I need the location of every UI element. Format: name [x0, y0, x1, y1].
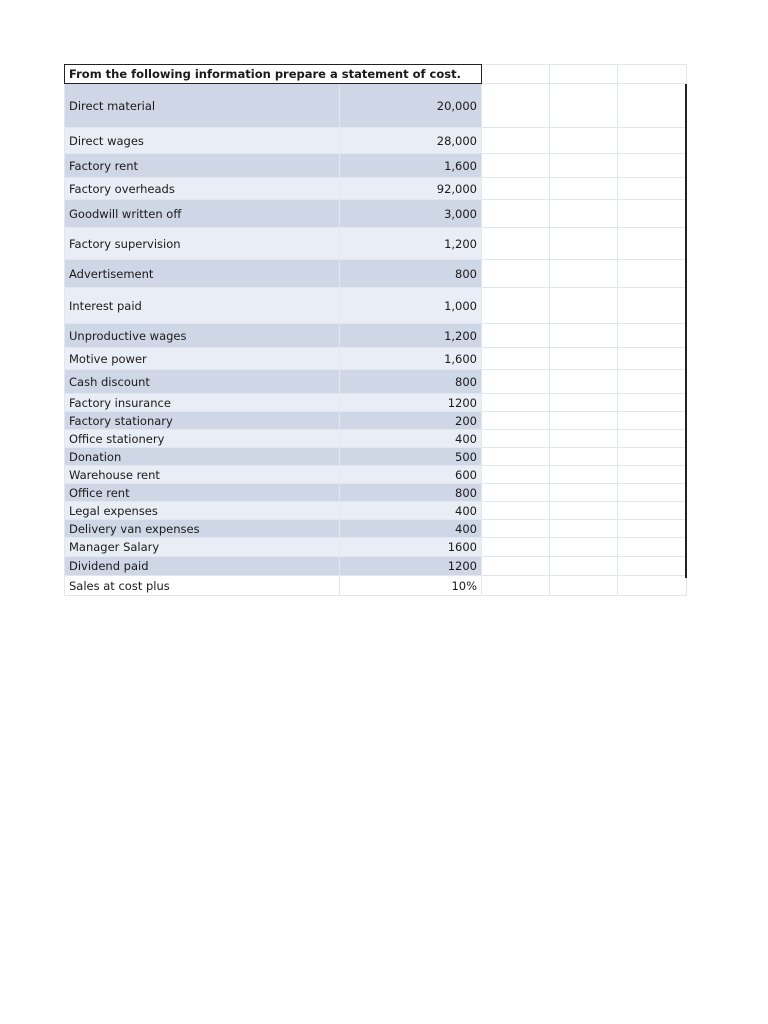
item-value[interactable]: 1,600: [340, 154, 482, 178]
item-label[interactable]: Dividend paid: [65, 557, 340, 576]
empty-cell[interactable]: [618, 502, 687, 520]
empty-cell[interactable]: [618, 324, 687, 348]
empty-cell[interactable]: [618, 538, 687, 557]
item-value[interactable]: 500: [340, 448, 482, 466]
cost-data-table: [64, 64, 687, 596]
empty-cell[interactable]: [550, 502, 618, 520]
item-value[interactable]: 200: [340, 412, 482, 430]
empty-cell[interactable]: [482, 260, 550, 288]
empty-cell[interactable]: [550, 576, 618, 596]
table-row: [65, 84, 687, 128]
table-row: [65, 370, 687, 394]
empty-cell[interactable]: [550, 370, 618, 394]
item-label[interactable]: Factory stationary: [65, 412, 340, 430]
item-label[interactable]: Direct wages: [65, 128, 340, 154]
table-row: [65, 200, 687, 228]
empty-cell[interactable]: [550, 466, 618, 484]
item-value[interactable]: 800: [340, 370, 482, 394]
empty-cell[interactable]: [482, 484, 550, 502]
item-value[interactable]: 1200: [340, 394, 482, 412]
item-value[interactable]: 800: [340, 484, 482, 502]
empty-cell[interactable]: [550, 430, 618, 448]
item-label[interactable]: Warehouse rent: [65, 466, 340, 484]
item-label[interactable]: Delivery van expenses: [65, 520, 340, 538]
empty-cell[interactable]: [482, 538, 550, 557]
empty-cell[interactable]: [550, 394, 618, 412]
empty-cell[interactable]: [618, 466, 687, 484]
empty-cell[interactable]: [618, 430, 687, 448]
table-row: [65, 466, 687, 484]
item-value[interactable]: 3,000: [340, 200, 482, 228]
item-label[interactable]: Advertisement: [65, 260, 340, 288]
item-label[interactable]: Goodwill written off: [65, 200, 340, 228]
empty-cell[interactable]: [482, 394, 550, 412]
table-row: [65, 154, 687, 178]
empty-cell[interactable]: [482, 430, 550, 448]
empty-cell[interactable]: [550, 84, 618, 128]
empty-cell[interactable]: [618, 178, 687, 200]
item-value[interactable]: 1,200: [340, 228, 482, 260]
empty-cell[interactable]: [618, 448, 687, 466]
item-value[interactable]: 600: [340, 466, 482, 484]
empty-cell[interactable]: [550, 538, 618, 557]
item-label[interactable]: Factory insurance: [65, 394, 340, 412]
empty-cell[interactable]: [618, 84, 687, 128]
empty-cell[interactable]: [618, 348, 687, 370]
empty-cell[interactable]: [482, 576, 550, 596]
empty-cell[interactable]: [482, 448, 550, 466]
empty-cell[interactable]: [618, 128, 687, 154]
item-value[interactable]: 1200: [340, 557, 482, 576]
item-label[interactable]: Cash discount: [65, 370, 340, 394]
empty-cell[interactable]: [618, 288, 687, 324]
item-label[interactable]: Factory rent: [65, 154, 340, 178]
empty-cell[interactable]: [482, 502, 550, 520]
table-row: [65, 484, 687, 502]
empty-cell[interactable]: [550, 348, 618, 370]
item-label[interactable]: Direct material: [65, 84, 340, 128]
empty-cell[interactable]: [482, 65, 550, 84]
item-value[interactable]: 400: [340, 502, 482, 520]
empty-cell[interactable]: [550, 178, 618, 200]
empty-cell[interactable]: [482, 370, 550, 394]
empty-cell[interactable]: [550, 324, 618, 348]
table-row: [65, 128, 687, 154]
empty-cell[interactable]: [550, 412, 618, 430]
item-value[interactable]: 400: [340, 430, 482, 448]
table-row: [65, 448, 687, 466]
table-row: [65, 228, 687, 260]
item-value[interactable]: 1600: [340, 538, 482, 557]
item-label[interactable]: Motive power: [65, 348, 340, 370]
empty-cell[interactable]: [482, 557, 550, 576]
empty-cell[interactable]: [618, 484, 687, 502]
empty-cell[interactable]: [618, 370, 687, 394]
item-value[interactable]: 800: [340, 260, 482, 288]
empty-cell[interactable]: [618, 200, 687, 228]
empty-cell[interactable]: [482, 520, 550, 538]
table-row: [65, 430, 687, 448]
empty-cell[interactable]: [618, 520, 687, 538]
sheet-title[interactable]: From the following information prepare a statement of cost.: [65, 65, 482, 84]
empty-cell[interactable]: [618, 228, 687, 260]
item-value[interactable]: 28,000: [340, 128, 482, 154]
table-row: [65, 348, 687, 370]
table-row: [65, 557, 687, 576]
item-label[interactable]: Donation: [65, 448, 340, 466]
item-label[interactable]: Sales at cost plus: [65, 576, 340, 596]
empty-cell[interactable]: [618, 576, 687, 596]
item-label[interactable]: Manager Salary: [65, 538, 340, 557]
sheet-right-border: [685, 84, 687, 578]
table-row: [65, 502, 687, 520]
item-label[interactable]: Unproductive wages: [65, 324, 340, 348]
empty-cell[interactable]: [482, 412, 550, 430]
item-label[interactable]: Office stationery: [65, 430, 340, 448]
table-row: [65, 288, 687, 324]
empty-cell[interactable]: [482, 84, 550, 128]
empty-cell[interactable]: [482, 466, 550, 484]
empty-cell[interactable]: [550, 484, 618, 502]
empty-cell[interactable]: [482, 154, 550, 178]
empty-cell[interactable]: [550, 200, 618, 228]
table-row: [65, 576, 687, 596]
item-value[interactable]: 10%: [340, 576, 482, 596]
table-row: [65, 520, 687, 538]
table-row: [65, 394, 687, 412]
empty-cell[interactable]: [550, 154, 618, 178]
empty-cell[interactable]: [618, 557, 687, 576]
item-value[interactable]: 20,000: [340, 84, 482, 128]
empty-cell[interactable]: [618, 65, 687, 84]
item-value[interactable]: 1,000: [340, 288, 482, 324]
empty-cell[interactable]: [550, 65, 618, 84]
empty-cell[interactable]: [550, 128, 618, 154]
title-row: [65, 65, 687, 84]
item-value[interactable]: 1,600: [340, 348, 482, 370]
empty-cell[interactable]: [482, 324, 550, 348]
empty-cell[interactable]: [550, 288, 618, 324]
empty-cell[interactable]: [618, 412, 687, 430]
empty-cell[interactable]: [550, 448, 618, 466]
table-row: [65, 178, 687, 200]
empty-cell[interactable]: [482, 228, 550, 260]
empty-cell[interactable]: [618, 260, 687, 288]
table-row: [65, 412, 687, 430]
empty-cell[interactable]: [482, 128, 550, 154]
empty-cell[interactable]: [482, 200, 550, 228]
item-value[interactable]: 1,200: [340, 324, 482, 348]
empty-cell[interactable]: [550, 228, 618, 260]
empty-cell[interactable]: [550, 520, 618, 538]
item-label[interactable]: Interest paid: [65, 288, 340, 324]
empty-cell[interactable]: [482, 348, 550, 370]
table-row: [65, 260, 687, 288]
empty-cell[interactable]: [618, 394, 687, 412]
empty-cell[interactable]: [550, 557, 618, 576]
item-value[interactable]: 92,000: [340, 178, 482, 200]
item-label[interactable]: Factory supervision: [65, 228, 340, 260]
empty-cell[interactable]: [482, 178, 550, 200]
empty-cell[interactable]: [550, 260, 618, 288]
item-value[interactable]: 400: [340, 520, 482, 538]
table-row: [65, 538, 687, 557]
empty-cell[interactable]: [618, 154, 687, 178]
empty-cell[interactable]: [482, 288, 550, 324]
item-label[interactable]: Legal expenses: [65, 502, 340, 520]
table-row: [65, 324, 687, 348]
item-label[interactable]: Office rent: [65, 484, 340, 502]
item-label[interactable]: Factory overheads: [65, 178, 340, 200]
